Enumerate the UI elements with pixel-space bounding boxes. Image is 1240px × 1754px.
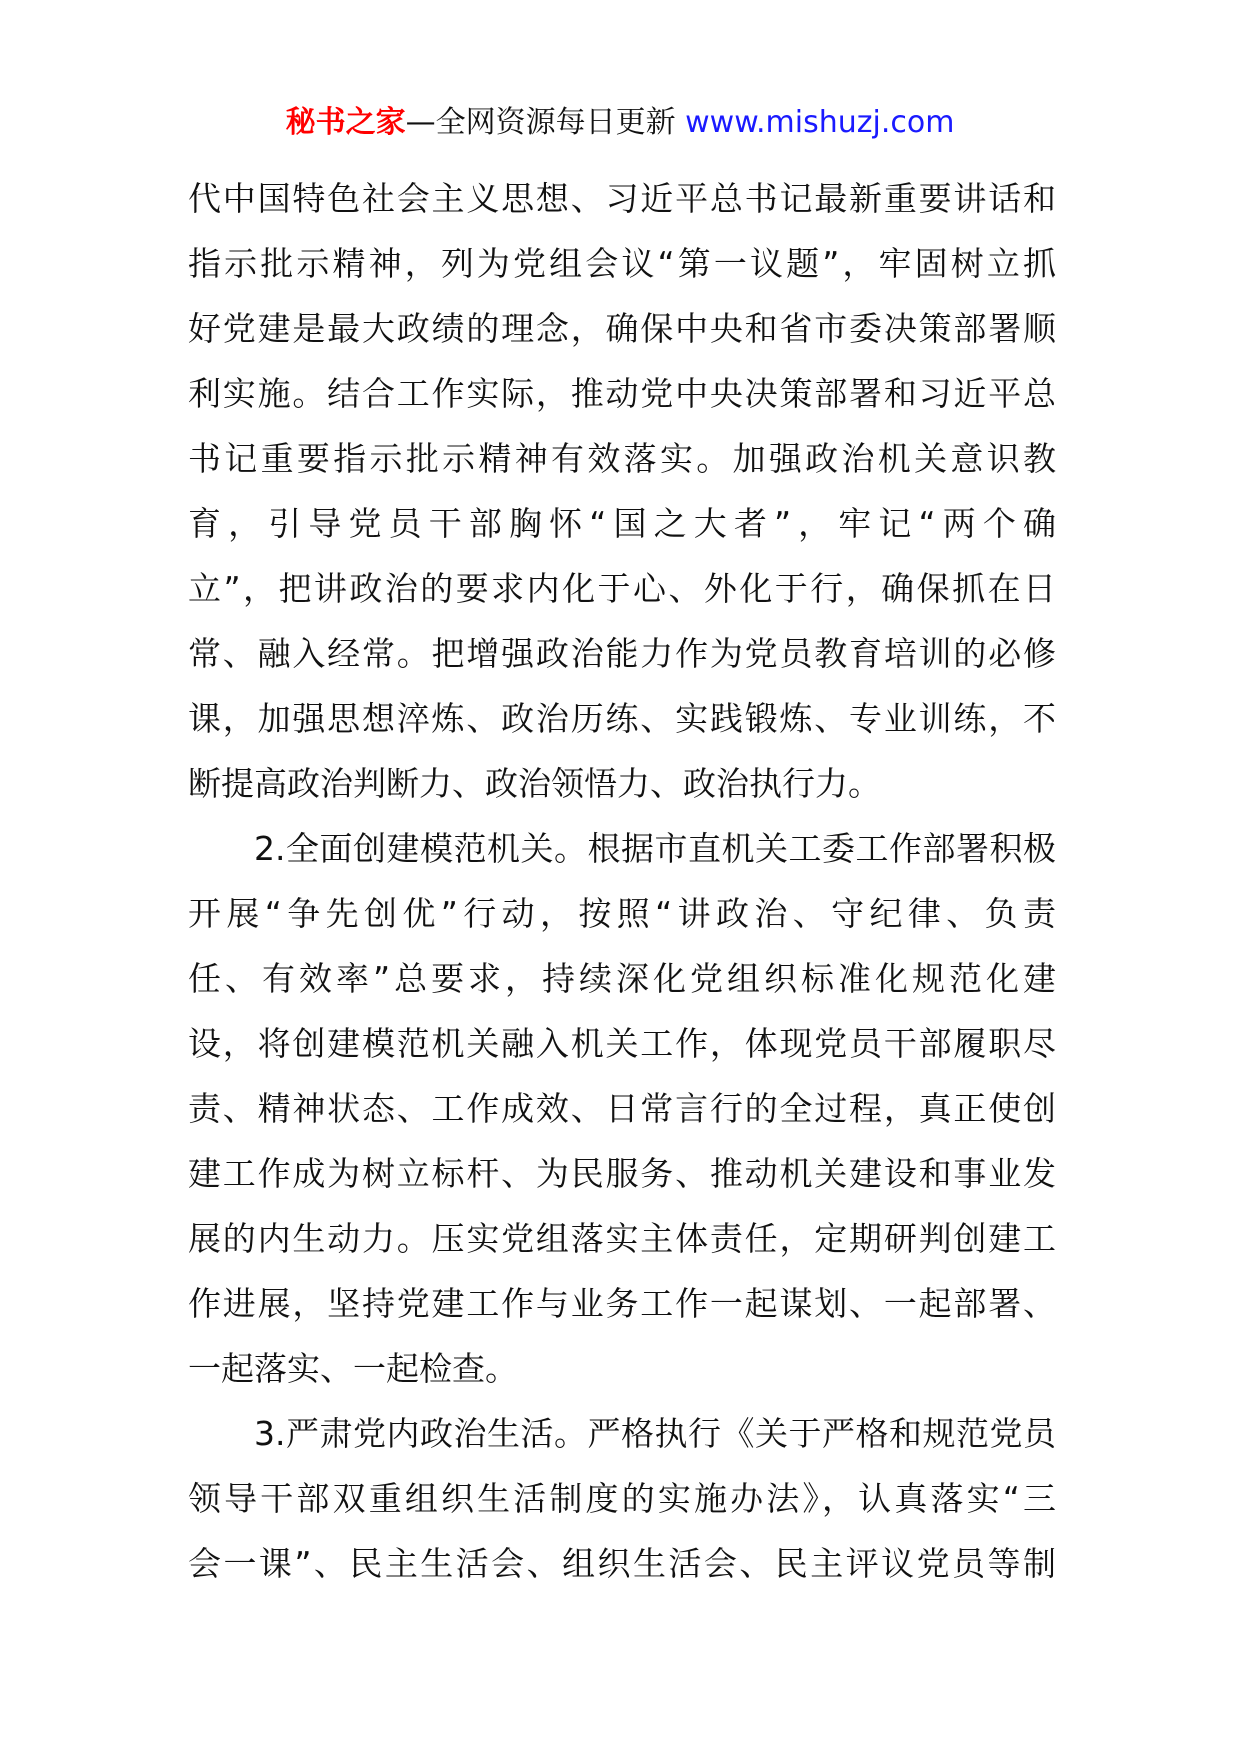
paragraph-1 [188,166,1056,816]
document-body [188,166,1056,1596]
text-line: 作进展，坚持党建工作与业务工作一起谋划、一起部署、 [188,1284,1056,1323]
paragraph-heading-line: 2.全面创建模范机关。根据市直机关工委工作部署积极 [254,829,1056,868]
paragraph-heading-line: 3.严肃党内政治生活。严格执行《关于严格和规范党员 [254,1414,1056,1453]
text-line: 好党建是最大政绩的理念，确保中央和省市委决策部署顺 [188,309,1056,348]
text-line: 利实施。结合工作实际，推动党中央决策部署和习近平总 [188,374,1056,413]
text-line: 立”，把讲政治的要求内化于心、外化于行，确保抓在日 [188,569,1056,608]
text-line: 会一课”、民主生活会、组织生活会、民主评议党员等制 [188,1544,1056,1583]
text-line: 常、融入经常。把增强政治能力作为党员教育培训的必修 [188,634,1056,673]
paragraph-3 [188,1401,1056,1596]
text-line: 责、精神状态、工作成效、日常言行的全过程，真正使创 [188,1089,1056,1128]
site-tagline: —全网资源每日更新 [405,105,676,140]
text-line: 设，将创建模范机关融入机关工作，体现党员干部履职尽 [188,1024,1056,1063]
page-header [0,101,1240,145]
text-line: 代中国特色社会主义思想、习近平总书记最新重要讲话和 [188,179,1056,218]
text-line: 开展“争先创优”行动，按照“讲政治、守纪律、负责 [188,894,1056,933]
text-line: 任、有效率”总要求，持续深化党组织标准化规范化建 [188,959,1056,998]
text-line: 建工作成为树立标杆、为民服务、推动机关建设和事业发 [188,1154,1056,1193]
paragraph-2 [188,816,1056,1401]
text-line: 一起落实、一起检查。 [188,1349,518,1388]
text-line: 断提高政治判断力、政治领悟力、政治执行力。 [188,764,881,803]
text-line: 领导干部双重组织生活制度的实施办法》，认真落实“三 [188,1479,1056,1518]
site-url-link[interactable]: www.mishuzj.com [685,105,955,140]
text-line: 书记重要指示批示精神有效落实。加强政治机关意识教 [188,439,1056,478]
site-brand: 秘书之家 [285,105,406,140]
text-line: 课，加强思想淬炼、政治历练、实践锻炼、专业训练，不 [188,699,1056,738]
text-line: 展的内生动力。压实党组落实主体责任，定期研判创建工 [188,1219,1056,1258]
text-line: 指示批示精神，列为党组会议“第一议题”，牢固树立抓 [188,244,1056,283]
text-line: 育，引导党员干部胸怀“国之大者”，牢记“两个确 [188,504,1056,543]
